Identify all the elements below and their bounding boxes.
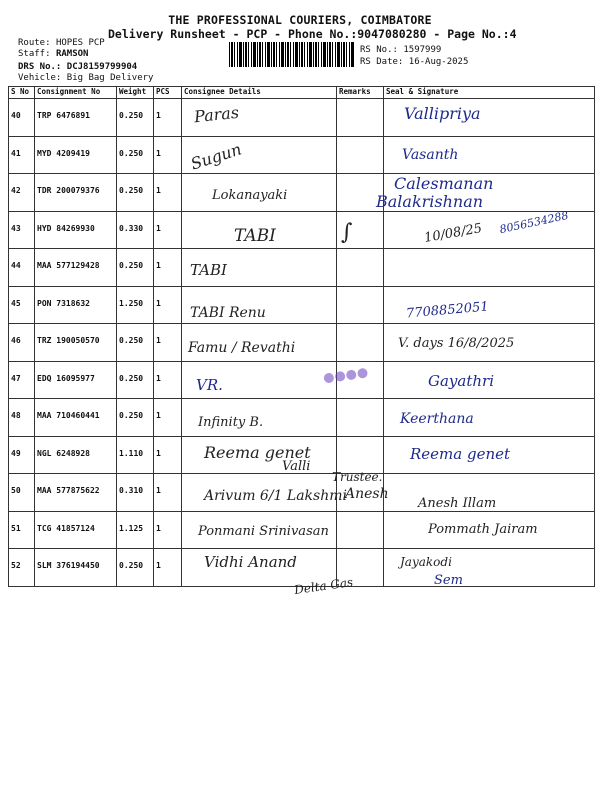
cell-pcs: 1 — [154, 99, 182, 137]
handwriting: Vidhi Anand — [204, 553, 297, 571]
cell-consignment: TRZ 190050570 — [35, 324, 117, 362]
cell-sno: 51 — [9, 511, 35, 549]
staff-line — [18, 49, 88, 59]
cell-sno: 43 — [9, 211, 35, 249]
handwriting: Vallipriya — [404, 104, 481, 123]
rs-no-label: RS No.: — [360, 45, 398, 55]
cell-pcs: 1 — [154, 549, 182, 587]
cell-remarks — [337, 436, 384, 474]
cell-weight: 1.110 — [117, 436, 154, 474]
table-row — [9, 249, 595, 287]
cell-weight: 1.250 — [117, 286, 154, 324]
cell-consignee — [182, 549, 354, 598]
cell-remarks — [337, 324, 384, 362]
cell-seal — [384, 286, 595, 324]
handwriting: Ponmani Srinivasan — [198, 523, 329, 539]
handwriting: 10/08/25 — [423, 220, 484, 246]
cell-remarks — [337, 399, 384, 437]
handwriting: Gayathri — [428, 371, 494, 390]
cell-pcs: 1 — [154, 286, 182, 324]
cell-sno: 49 — [9, 436, 35, 474]
table-row — [9, 511, 595, 549]
cell-seal — [384, 474, 595, 512]
cell-weight: 0.250 — [117, 549, 154, 587]
cell-consignee — [182, 249, 337, 287]
handwriting: Famu / Revathi — [188, 340, 296, 356]
handwriting: Valli — [282, 458, 311, 474]
handwriting: TABI — [190, 261, 227, 279]
cell-seal — [384, 511, 595, 549]
cell-sno: 50 — [9, 474, 35, 512]
cell-consignment: SLM 376194450 — [35, 549, 117, 587]
route-value: HOPES PCP — [55, 38, 105, 48]
vehicle-value: Big Bag Delivery — [66, 73, 154, 83]
cell-consignment: MAA 577129428 — [35, 249, 117, 287]
table-row — [9, 99, 595, 137]
handwriting: Keerthana — [400, 411, 474, 427]
table-header-row — [9, 87, 595, 99]
table-row — [9, 399, 595, 437]
table-row — [9, 549, 595, 587]
cell-consignment: TCG 41857124 — [35, 511, 117, 549]
rs-date-line — [360, 57, 468, 67]
cell-consignee — [182, 99, 337, 137]
cell-sno: 46 — [9, 324, 35, 362]
cell-remarks — [337, 511, 384, 549]
company-title: THE PROFESSIONAL COURIERS, COIMBATORE — [168, 13, 432, 27]
cell-remarks — [337, 474, 389, 512]
cell-seal — [384, 324, 595, 362]
cell-sno: 48 — [9, 399, 35, 437]
cell-consignment: EDQ 16095977 — [35, 361, 117, 399]
route-label: Route: — [18, 38, 51, 48]
cell-remarks — [337, 286, 384, 324]
cell-sno: 52 — [9, 549, 35, 587]
cell-remarks — [337, 549, 384, 587]
col-header-pcs: PCS — [154, 87, 182, 99]
stamp-mark: ●●●● — [322, 364, 370, 386]
vehicle-line — [18, 73, 153, 83]
delivery-table — [8, 86, 595, 598]
table-row — [9, 361, 595, 399]
col-header-seal: Seal & Signature — [384, 87, 595, 99]
handwriting: Balakrishnan — [376, 192, 484, 211]
table-row — [9, 136, 595, 174]
cell-sno: 44 — [9, 249, 35, 287]
cell-consignment: MAA 710460441 — [35, 399, 117, 437]
cell-weight: 0.250 — [117, 99, 154, 137]
cell-consignment: NGL 6248928 — [35, 436, 117, 474]
cell-pcs: 1 — [154, 361, 182, 399]
cell-weight: 0.250 — [117, 136, 154, 174]
cell-weight: 0.250 — [117, 249, 154, 287]
staff-label: Staff: — [18, 49, 51, 59]
cell-seal — [384, 136, 595, 174]
cell-weight: 0.250 — [117, 174, 154, 212]
handwriting: VR. — [196, 375, 223, 394]
cell-pcs: 1 — [154, 436, 182, 474]
table-row — [9, 286, 595, 324]
handwriting: Jayakodi — [400, 555, 452, 569]
handwriting: Sugun — [188, 138, 244, 174]
cell-consignment: HYD 84269930 — [35, 211, 117, 249]
cell-consignment: MYD 4209419 — [35, 136, 117, 174]
staff-value: RAMSON — [55, 49, 89, 59]
cell-pcs: 1 — [154, 324, 182, 362]
cell-seal — [384, 549, 595, 587]
cell-consignee — [182, 399, 337, 437]
cell-consignee — [182, 436, 337, 474]
barcode — [229, 42, 355, 67]
cell-seal — [384, 208, 595, 249]
handwriting: Reema genet — [410, 444, 511, 463]
handwriting: ∫ — [341, 219, 353, 245]
cell-pcs: 1 — [154, 511, 182, 549]
cell-pcs: 1 — [154, 211, 182, 249]
cell-pcs: 1 — [154, 249, 182, 287]
cell-remarks — [337, 136, 384, 174]
handwriting: V. days 16/8/2025 — [398, 336, 515, 351]
handwriting: Reema genet — [204, 442, 311, 462]
handwriting: Vasanth — [402, 146, 459, 163]
cell-sno: 42 — [9, 174, 35, 212]
cell-seal — [384, 436, 595, 474]
cell-remarks — [337, 99, 384, 137]
table-row — [9, 474, 595, 512]
cell-weight: 0.250 — [117, 361, 154, 399]
col-header-weight: Weight — [117, 87, 154, 99]
table-row — [9, 211, 595, 249]
col-header-sno: S No — [9, 87, 35, 99]
handwriting: Paras — [193, 102, 240, 127]
col-header-remarks: Remarks — [337, 87, 384, 99]
drs-value: DCJ8159799904 — [66, 62, 138, 72]
cell-remarks — [337, 249, 384, 287]
handwriting: Anesh Illam — [418, 496, 497, 511]
cell-seal — [384, 249, 595, 287]
cell-seal — [384, 361, 595, 399]
cell-consignee — [182, 174, 337, 212]
handwriting: TABI Renu — [190, 304, 266, 321]
cell-consignee — [182, 286, 337, 324]
cell-pcs: 1 — [154, 136, 182, 174]
drs-label: DRS No.: — [18, 62, 62, 72]
cell-weight: 0.250 — [117, 324, 154, 362]
rs-date-label: RS Date: — [360, 57, 404, 67]
cell-seal — [384, 399, 595, 437]
cell-sno: 40 — [9, 99, 35, 137]
cell-consignment: MAA 577875622 — [35, 474, 117, 512]
handwriting: 7708852051 — [405, 298, 490, 322]
col-header-consignee: Consignee Details — [182, 87, 337, 99]
cell-pcs: 1 — [154, 474, 182, 512]
cell-sno: 47 — [9, 361, 35, 399]
handwriting: Calesmanan — [394, 174, 494, 193]
cell-consignee — [182, 211, 337, 249]
cell-seal — [384, 99, 595, 137]
cell-weight: 0.330 — [117, 211, 154, 249]
cell-consignee — [182, 136, 337, 174]
vehicle-label: Vehicle: — [18, 73, 62, 83]
cell-consignment: TRP 6476891 — [35, 99, 117, 137]
cell-pcs: 1 — [154, 174, 182, 212]
cell-weight: 1.125 — [117, 511, 154, 549]
cell-consignee — [182, 324, 337, 362]
handwriting: Sem — [434, 573, 463, 588]
drs-line — [18, 62, 137, 72]
table-row — [9, 324, 595, 362]
cell-sno: 45 — [9, 286, 35, 324]
cell-consignment: PON 7318632 — [35, 286, 117, 324]
rs-date-value: 16-Aug-2025 — [408, 57, 469, 67]
handwriting: Infinity B. — [198, 415, 264, 430]
rs-no-line — [360, 45, 441, 55]
table-row — [9, 174, 595, 212]
handwriting: Anesh — [345, 486, 389, 502]
handwriting: Delta Gas — [293, 574, 354, 598]
handwriting: Pommath Jairam — [428, 521, 538, 537]
cell-weight: 0.250 — [117, 399, 154, 437]
cell-sno: 41 — [9, 136, 35, 174]
route-line — [18, 38, 105, 48]
cell-consignment: TDR 200079376 — [35, 174, 117, 212]
cell-pcs: 1 — [154, 399, 182, 437]
handwriting: Arivum 6/1 Lakshmi — [204, 488, 347, 504]
col-header-consignment: Consignment No — [35, 87, 117, 99]
cell-remarks — [322, 361, 384, 399]
handwriting: Lokanayaki — [212, 188, 288, 203]
handwriting: TABI — [234, 225, 276, 246]
cell-consignee — [182, 361, 337, 399]
cell-consignee — [182, 511, 337, 549]
runsheet-title: Delivery Runsheet - PCP - Phone No.:9047080280 - Page No.:4 — [108, 27, 517, 41]
cell-seal — [376, 174, 595, 212]
cell-weight: 0.310 — [117, 474, 154, 512]
handwriting: Trustee. — [332, 470, 383, 484]
handwriting: 8056534288 — [498, 208, 570, 236]
table-row — [9, 436, 595, 474]
rs-no-value: 1597999 — [403, 45, 442, 55]
cell-remarks — [337, 211, 384, 249]
